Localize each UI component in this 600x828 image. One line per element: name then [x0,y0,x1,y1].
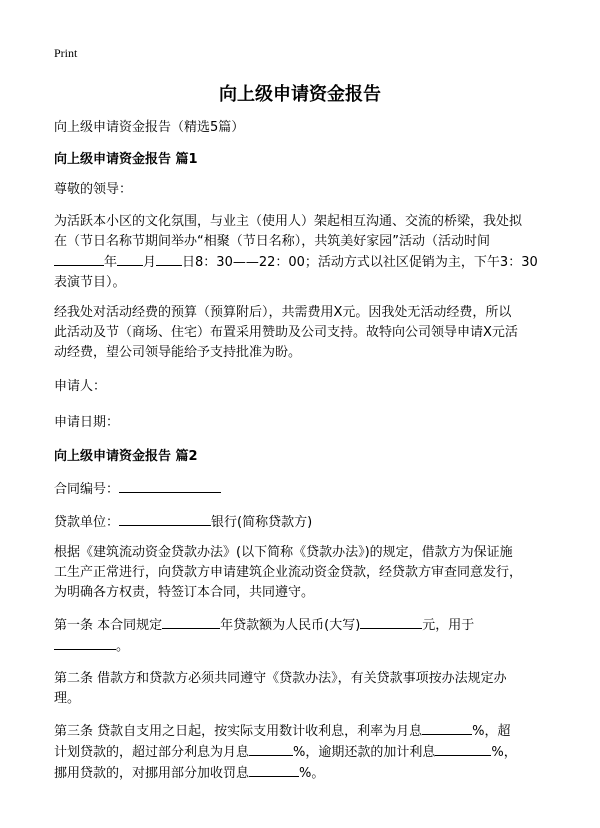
blank-line [435,742,491,756]
text-span: 元，用于 [422,618,475,633]
text-line: 理。 [54,691,81,706]
text-line: 经我处对活动经费的预算（预算附后），共需费用X元。因我处无活动经费，所以 [54,305,512,320]
text-line: 为明确各方权责，特签订本合同，共同遵守。 [54,585,315,600]
text-span: 年贷款额为人民币(大写) [220,618,361,633]
print-label: Print [54,46,78,60]
article-3 [54,721,554,784]
text-span: 第一条 本合同规定 [54,618,163,633]
label-month: 月 [143,255,157,270]
text-span: %，逾期还款的加计利息 [293,745,436,760]
blank-line [162,615,220,629]
blank-line [117,252,143,266]
text-span: %， [491,745,517,760]
text-line: 第二条 借款方和贷款方必须共同遵守《贷款办法》，有关贷款事项按办法规定办 [54,671,507,686]
section1-paragraph1 [54,212,554,293]
text-line [54,721,554,742]
text-line: 在（节日名称节期间举办“相聚（节日名称），共筑美好家园”活动（活动时间 [54,234,490,249]
blank-line [249,763,299,777]
blank-line [422,721,472,735]
blank-line [156,252,182,266]
text-line [54,636,554,657]
contract-number-field [54,479,554,500]
text-line: 动经费，望公司领导能给予支持批准为盼。 [54,345,302,360]
article-2 [54,669,554,709]
text-line: 此活动及节（商场、住宅）布置采用赞助及公司支持。故特向公司领导申请X元活 [54,325,518,340]
label-year: 年 [104,255,118,270]
text-span: 。 [116,639,130,654]
apply-date-label: 申请日期： [54,415,120,430]
applicant-label: 申请人： [54,379,107,394]
page-title: 向上级申请资金报告 [219,84,381,105]
salutation: 尊敬的领导： [54,182,133,197]
text-span: %。 [299,766,325,781]
section2-paragraph1 [54,543,554,603]
blank-line [54,252,104,266]
text-line [54,763,554,784]
loan-unit-suffix: 银行(简称贷款方) [211,515,313,530]
text-span: %，超 [472,724,511,739]
text-line: 为活跃本小区的文化氛围，与业主（使用人）架起相互沟通、交流的桥梁，我处拟 [54,214,523,229]
section2-heading: 向上级申请资金报告 篇2 [54,449,198,464]
text-line [54,615,554,636]
section1-paragraph2 [54,303,554,363]
article-1 [54,615,554,657]
text-span: 第三条 贷款自支用之日起，按实际支用数计收利息，利率为月息 [54,724,423,739]
text-span: 日8：30——22：00；活动方式以社区促销为主，下午3：30 [182,255,538,270]
text-line [54,742,554,763]
text-line [54,252,554,273]
blank-line [119,512,211,526]
text-line: 表演节目）。 [54,275,126,290]
text-line: 根据《建筑流动资金贷款办法》(以下简称《贷款办法》)的规定，借款方为保证施 [54,545,513,560]
blank-line [249,742,293,756]
text-span: 挪用贷款的，对挪用部分加收罚息 [54,766,250,781]
section1-heading: 向上级申请资金报告 篇1 [54,152,198,167]
loan-unit-label: 贷款单位： [54,515,120,530]
loan-unit-field [54,512,554,533]
blank-line [54,636,116,650]
document-body [54,118,554,784]
text-span: 计划贷款的，超过部分利息为月息 [54,745,250,760]
contract-number-label: 合同编号： [54,482,120,497]
document-subtitle: 向上级申请资金报告（精选5篇） [54,120,245,135]
text-line: 工生产正常进行，向贷款方申请建筑企业流动资金贷款，经贷款方审查同意发行， [54,565,523,580]
blank-line [360,615,422,629]
blank-line [119,479,221,493]
